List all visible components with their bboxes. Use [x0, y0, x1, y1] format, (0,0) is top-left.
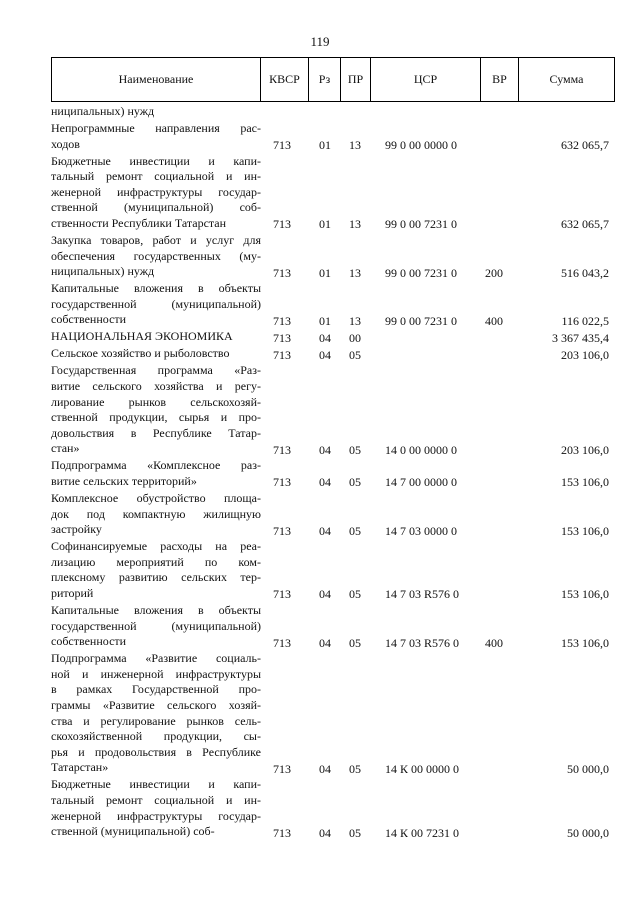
- cell-sum: 632 065,7: [561, 138, 609, 152]
- cell-csr: 14 7 03 0000 0: [385, 523, 457, 538]
- table-header: [51, 57, 615, 102]
- cell-rz: 01: [319, 138, 331, 152]
- row-name: [51, 281, 261, 328]
- row-name-line: Подпрограмма «Комплексное раз-: [51, 458, 261, 473]
- cell-pr: 05: [349, 635, 361, 650]
- cell-kvsr: 713: [273, 313, 291, 328]
- table-row: [51, 121, 615, 154]
- cell-rz: 04: [319, 347, 331, 362]
- row-name: [51, 603, 261, 650]
- row-name-line: обеспечения государственных (му-: [51, 248, 261, 263]
- cell-rz: 04: [319, 587, 331, 602]
- cell-sum: 203 106,0: [561, 442, 609, 457]
- cell-rz: 01: [319, 217, 331, 232]
- cell-sum: 516 043,2: [561, 265, 609, 280]
- row-name: [51, 458, 261, 489]
- header-sum: Сумма: [518, 58, 614, 101]
- cell-kvsr: 713: [273, 635, 291, 650]
- row-name-line: государственной (муниципальной): [51, 296, 261, 311]
- cell-kvsr: 713: [273, 523, 291, 538]
- row-name-line: Татарстан»: [51, 760, 109, 775]
- row-name: [51, 121, 261, 152]
- cell-csr: 14 К 00 7231 0: [385, 825, 460, 840]
- table-row: [51, 458, 615, 491]
- cell-rz: 04: [319, 635, 331, 650]
- cell-rz: 04: [319, 442, 331, 457]
- cell-vr: 200: [485, 265, 503, 280]
- cell-pr: 05: [349, 825, 361, 840]
- table-row: [51, 281, 615, 329]
- row-name-line: Государственная программа «Раз-: [51, 363, 261, 378]
- row-name-line: док под компактную жилищную: [51, 506, 261, 521]
- row-name-line: тальный ремонт социальной и ин-: [51, 169, 261, 184]
- cell-sum: 3 367 435,4: [552, 330, 609, 345]
- row-name-line: ной и инженерной инфраструктуры: [51, 666, 261, 681]
- cell-sum: 632 065,7: [561, 217, 609, 232]
- cell-csr: 14 0 00 0000 0: [385, 442, 457, 457]
- table-row: [51, 491, 615, 539]
- row-name-line: плексному развитию сельских тер-: [51, 570, 261, 585]
- row-name-line: довольствия в Республике Татар-: [51, 425, 261, 440]
- row-name-line: женерной инфраструктуры государ-: [51, 184, 261, 199]
- cell-rz: 01: [319, 313, 331, 328]
- header-csr: ЦСР: [370, 58, 480, 101]
- cell-sum: 153 106,0: [561, 475, 609, 490]
- row-name: [51, 539, 261, 601]
- header-vr: ВР: [480, 58, 518, 101]
- cell-kvsr: 713: [273, 761, 291, 776]
- cell-kvsr: 713: [273, 825, 291, 840]
- row-name: [51, 154, 261, 232]
- cell-sum: 153 106,0: [561, 635, 609, 650]
- header-kvsr: КВСР: [260, 58, 308, 101]
- cell-kvsr: 713: [273, 442, 291, 457]
- row-name-line: Непрограммные направления рас-: [51, 121, 261, 135]
- table-row: [51, 651, 615, 777]
- cell-pr: 05: [349, 475, 361, 490]
- row-name-line: НАЦИОНАЛЬНАЯ ЭКОНОМИКА: [51, 329, 233, 344]
- row-name-line: Капитальные вложения в объекты: [51, 602, 261, 617]
- row-name-line: Бюджетные инвестиции и капи-: [51, 777, 261, 792]
- row-name-line: ственной (муниципальной) соб-: [51, 824, 215, 839]
- cell-csr: 99 0 00 7231 0: [385, 217, 457, 232]
- row-name-line: в рамках Государственной про-: [51, 682, 261, 697]
- table-row: [51, 104, 615, 121]
- row-name-line: ственной (муниципальной) соб-: [51, 200, 261, 215]
- header-name: Наименование: [118, 72, 194, 86]
- row-name-line: лирование рынков сельскохозяй-: [51, 394, 261, 409]
- row-name-line: риторий: [51, 585, 94, 600]
- cell-kvsr: 713: [273, 475, 291, 490]
- row-name: [51, 233, 261, 280]
- row-name-line: Комплексное обустройство площа-: [51, 490, 261, 505]
- header-pr: ПР: [340, 58, 370, 101]
- cell-rz: 04: [319, 825, 331, 840]
- cell-vr: 400: [485, 313, 503, 328]
- cell-csr: 99 0 00 0000 0: [385, 138, 457, 152]
- row-name-line: лизацию мероприятий по ком-: [51, 554, 261, 569]
- cell-rz: 04: [319, 761, 331, 776]
- cell-pr: 13: [349, 313, 361, 328]
- row-name-line: рья и продовольствия в Республике: [51, 744, 261, 759]
- cell-pr: 13: [349, 138, 361, 152]
- cell-pr: 05: [349, 523, 361, 538]
- row-name-line: Капитальные вложения в объекты: [51, 281, 261, 296]
- row-name-line: ственности Республики Татарстан: [51, 215, 227, 230]
- cell-sum: 50 000,0: [567, 825, 609, 840]
- row-name-line: ниципальных) нужд: [51, 104, 155, 118]
- row-name: [51, 363, 261, 457]
- table-row: [51, 539, 615, 603]
- row-name-line: ственной продукции, сырья и про-: [51, 410, 261, 425]
- row-name-line: ниципальных) нужд: [51, 264, 155, 279]
- cell-kvsr: 713: [273, 265, 291, 280]
- cell-csr: 14 7 00 0000 0: [385, 475, 457, 490]
- cell-csr: 14 7 03 R576 0: [385, 587, 460, 602]
- cell-csr: 14 К 00 0000 0: [385, 761, 460, 776]
- cell-pr: 05: [349, 347, 361, 362]
- cell-sum: 203 106,0: [561, 347, 609, 362]
- row-name-line: стан»: [51, 441, 80, 456]
- cell-pr: 13: [349, 217, 361, 232]
- cell-kvsr: 713: [273, 330, 291, 345]
- cell-vr: 400: [485, 635, 503, 650]
- cell-kvsr: 713: [273, 347, 291, 362]
- row-name: [51, 777, 261, 839]
- table-row: [51, 363, 615, 458]
- table-row: [51, 777, 615, 841]
- cell-kvsr: 713: [273, 217, 291, 232]
- row-name-line: застройку: [51, 522, 102, 537]
- cell-pr: 05: [349, 587, 361, 602]
- row-name-line: граммы «Развитие сельского хозяй-: [51, 697, 261, 712]
- row-name-line: государственной (муниципальной): [51, 618, 261, 633]
- table-body: [51, 104, 615, 841]
- row-name: [51, 104, 261, 120]
- cell-kvsr: 713: [273, 587, 291, 602]
- row-name-line: собственности: [51, 634, 127, 649]
- row-name: [51, 651, 261, 776]
- row-name-line: скохозяйственной продукции, сы-: [51, 729, 261, 744]
- row-name-line: витие сельского хозяйства и регу-: [51, 378, 261, 393]
- table-row: [51, 603, 615, 651]
- header-rz: Рз: [308, 58, 340, 101]
- cell-pr: 13: [349, 265, 361, 280]
- row-name: [51, 329, 261, 345]
- table-row: [51, 233, 615, 281]
- row-name-line: ходов: [51, 136, 80, 151]
- cell-sum: 50 000,0: [567, 761, 609, 776]
- cell-rz: 01: [319, 265, 331, 280]
- cell-sum: 153 106,0: [561, 523, 609, 538]
- row-name: [51, 346, 261, 362]
- cell-kvsr: 713: [273, 138, 291, 152]
- cell-csr: 14 7 03 R576 0: [385, 635, 460, 650]
- cell-rz: 04: [319, 330, 331, 345]
- row-name-line: ства и регулирование рынков сель-: [51, 713, 261, 728]
- cell-pr: 05: [349, 442, 361, 457]
- row-name-line: витие сельских территорий»: [51, 473, 197, 488]
- row-name-line: Подпрограмма «Развитие социаль-: [51, 651, 261, 666]
- table-row: [51, 329, 615, 346]
- cell-sum: 116 022,5: [561, 313, 609, 328]
- cell-rz: 04: [319, 475, 331, 490]
- page-number: 119: [310, 34, 330, 49]
- cell-csr: 99 0 00 7231 0: [385, 313, 457, 328]
- table-row: [51, 346, 615, 363]
- row-name-line: собственности: [51, 312, 127, 327]
- row-name-line: тальный ремонт социальной и ин-: [51, 792, 261, 807]
- row-name-line: Сельское хозяйство и рыболовство: [51, 346, 230, 361]
- row-name: [51, 491, 261, 538]
- cell-sum: 153 106,0: [561, 587, 609, 602]
- row-name-line: Бюджетные инвестиции и капи-: [51, 153, 261, 168]
- cell-rz: 04: [319, 523, 331, 538]
- table-row: [51, 154, 615, 233]
- cell-csr: 99 0 00 7231 0: [385, 265, 457, 280]
- row-name-line: женерной инфраструктуры государ-: [51, 808, 261, 823]
- row-name-line: Закупка товаров, работ и услуг для: [51, 232, 261, 247]
- cell-pr: 00: [349, 330, 361, 345]
- row-name-line: Софинансируемые расходы на реа-: [51, 539, 261, 554]
- cell-pr: 05: [349, 761, 361, 776]
